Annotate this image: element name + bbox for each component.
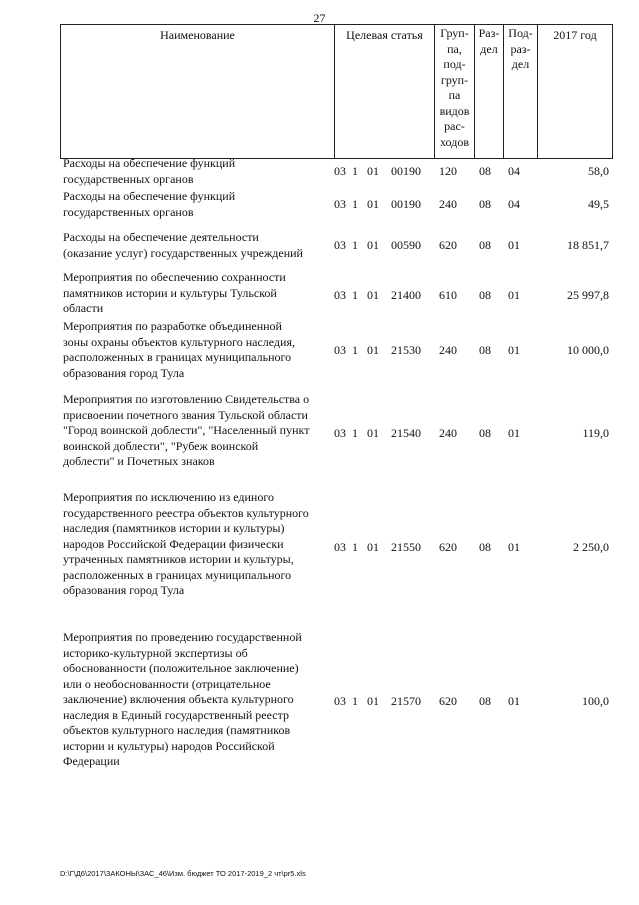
row-program: 03 [334, 238, 346, 252]
row-subsection: 01 [508, 540, 520, 554]
row-expense-type: 240 [439, 343, 457, 357]
row-expense-type: 620 [439, 238, 457, 252]
row-codes [60, 238, 612, 254]
row-amount: 2 250,0 [573, 540, 609, 554]
row-amount: 58,0 [588, 164, 609, 178]
row-name-line: Расходы на обеспечение деятельности [63, 230, 259, 244]
row-subprogram: 1 [352, 540, 358, 554]
page-number: 27 [313, 11, 326, 25]
row-program: 03 [334, 343, 346, 357]
row-subsection: 01 [508, 426, 520, 440]
row-name-line: обоснованности (положительное заключение) [63, 661, 299, 675]
row-name-line: Мероприятия по проведению государственной [63, 630, 302, 644]
row-name-line: объектов культурного наследия (памятников [63, 723, 291, 737]
row-subprogram: 1 [352, 343, 358, 357]
row-code: 21550 [391, 540, 421, 554]
header-expense-group-line: видов [439, 103, 470, 118]
row-name-line: доблести" и Почетных знаков [63, 454, 215, 468]
row-code: 21540 [391, 426, 421, 440]
row-name-line: народов Российской Федерации физически [63, 536, 284, 551]
header-expense-group-line: под- [443, 57, 466, 71]
row-amount: 119,0 [582, 426, 609, 440]
row-expense-type: 120 [439, 164, 457, 178]
row-codes [60, 197, 612, 213]
header-target-article: Целевая статья [335, 25, 435, 159]
row-expense-type: 610 [439, 288, 457, 302]
row-section: 08 [479, 197, 491, 211]
row-program: 03 [334, 288, 346, 302]
row-subprogram: 1 [352, 694, 358, 708]
row-name-line: Расходы на обеспечение функций [63, 156, 236, 170]
table-header [60, 24, 613, 159]
header-subsection-line: Под- [508, 26, 533, 40]
footer-file-path: D:\Г\Д6\2017\ЗАКОНЫ\ЗАС_46\Изм. бюджет ТО 2017-2019_2 чт\pr5.xls [60, 869, 306, 878]
header-expense-group-line: па [448, 88, 461, 102]
row-codes [60, 426, 612, 442]
row-name-line: государственного реестра объектов культурного [63, 505, 309, 520]
header-year: 2017 год [538, 25, 613, 159]
row-subsection: 04 [508, 197, 520, 211]
row-subprogram: 1 [352, 164, 358, 178]
row-name-line: (оказание услуг) государственных учреждений [63, 245, 303, 260]
row-section: 08 [479, 288, 491, 302]
row-name-line: историко-культурной экспертизы об [63, 645, 248, 660]
row-code: 00190 [391, 164, 421, 178]
row-code: 21570 [391, 694, 421, 708]
row-subsection: 04 [508, 164, 520, 178]
row-program: 03 [334, 164, 346, 178]
row-group: 01 [367, 197, 379, 211]
row-section: 08 [479, 426, 491, 440]
row-section: 08 [479, 540, 491, 554]
row-code: 00190 [391, 197, 421, 211]
row-section: 08 [479, 694, 491, 708]
row-amount: 25 997,8 [567, 288, 609, 302]
row-group: 01 [367, 540, 379, 554]
row-name-line: заключение) включения объекта культурного [63, 692, 294, 706]
row-group: 01 [367, 238, 379, 252]
row-expense-type: 620 [439, 694, 457, 708]
row-amount: 18 851,7 [567, 238, 609, 252]
row-subsection: 01 [508, 288, 520, 302]
row-name-line: расположенных в границах муниципального [63, 350, 292, 364]
row-code: 21400 [391, 288, 421, 302]
row-subsection: 01 [508, 238, 520, 252]
row-name-line: Мероприятия по разработке объединенной [63, 319, 282, 333]
row-amount: 49,5 [588, 197, 609, 211]
row-program: 03 [334, 540, 346, 554]
row-program: 03 [334, 694, 346, 708]
row-codes [60, 540, 612, 556]
row-name-line: наследия (памятников истории и культуры) [63, 521, 285, 535]
row-program: 03 [334, 197, 346, 211]
row-name-line: Федерации [63, 754, 120, 768]
row-group: 01 [367, 164, 379, 178]
row-name-line: наследия в Единый государственный реестр [63, 707, 289, 722]
row-group: 01 [367, 426, 379, 440]
row-expense-type: 620 [439, 540, 457, 554]
row-name-line: "Город воинской доблести", "Населенный пункт [63, 423, 310, 437]
row-name-line: Мероприятия по изготовлению Свидетельства о [63, 392, 310, 406]
row-section: 08 [479, 343, 491, 357]
header-expense-group-line: па, [447, 41, 462, 56]
row-subprogram: 1 [352, 288, 358, 302]
header-name: Наименование [61, 25, 335, 159]
row-codes [60, 164, 612, 180]
header-expense-group-line: ходов [440, 134, 469, 149]
header-subsection [504, 25, 538, 159]
row-group: 01 [367, 694, 379, 708]
header-expense-group [435, 25, 475, 159]
row-section: 08 [479, 238, 491, 252]
header-section-line: Раз- [478, 26, 500, 40]
header-expense-group-line: груп- [440, 72, 469, 87]
row-name-line: истории и культуры) народов Российской [63, 738, 275, 753]
row-name-line: Расходы на обеспечение функций [63, 189, 236, 203]
header-subsection-line: дел [511, 57, 530, 71]
row-name-line: государственных органов [63, 204, 194, 219]
row-subprogram: 1 [352, 426, 358, 440]
row-expense-type: 240 [439, 197, 457, 211]
row-name-line: Мероприятия по исключению из единого [63, 490, 274, 504]
row-name-line: области [63, 301, 104, 315]
row-code: 21530 [391, 343, 421, 357]
row-name-line: утраченных памятников истории и культуры, [63, 552, 294, 566]
row-codes [60, 343, 612, 359]
row-subsection: 01 [508, 343, 520, 357]
row-name-line: образования город Тула [63, 365, 185, 380]
row-expense-type: 240 [439, 426, 457, 440]
row-subprogram: 1 [352, 238, 358, 252]
row-name-line: памятников истории и культуры Тульской [63, 285, 277, 300]
header-subsection-line: раз- [510, 41, 531, 56]
header-expense-group-line: Груп- [440, 26, 469, 40]
row-name-line: присвоении почетного звания Тульской области [63, 407, 308, 422]
row-subsection: 01 [508, 694, 520, 708]
row-group: 01 [367, 343, 379, 357]
row-name-line: воинской доблести", "Рубеж воинской [63, 438, 259, 453]
row-subprogram: 1 [352, 197, 358, 211]
row-codes [60, 285, 612, 304]
row-amount: 100,0 [582, 694, 609, 708]
header-section-line: дел [480, 41, 498, 56]
row-group: 01 [367, 288, 379, 302]
row-name-line: зоны охраны объектов культурного наследия, [63, 334, 295, 349]
row-amount: 10 000,0 [567, 343, 609, 357]
row-name-line: образования город Тула [63, 583, 185, 597]
row-name-line: расположенных в границах муниципального [63, 567, 292, 582]
header-section [475, 25, 504, 159]
row-name-line: или о необоснованности (отрицательное [63, 676, 271, 691]
row-code: 00590 [391, 238, 421, 252]
row-name-line: Мероприятия по обеспечению сохранности [63, 270, 286, 284]
row-section: 08 [479, 164, 491, 178]
row-program: 03 [334, 426, 346, 440]
header-expense-group-line: рас- [444, 119, 465, 133]
row-codes [60, 694, 612, 710]
row-name-line: государственных органов [63, 171, 194, 186]
